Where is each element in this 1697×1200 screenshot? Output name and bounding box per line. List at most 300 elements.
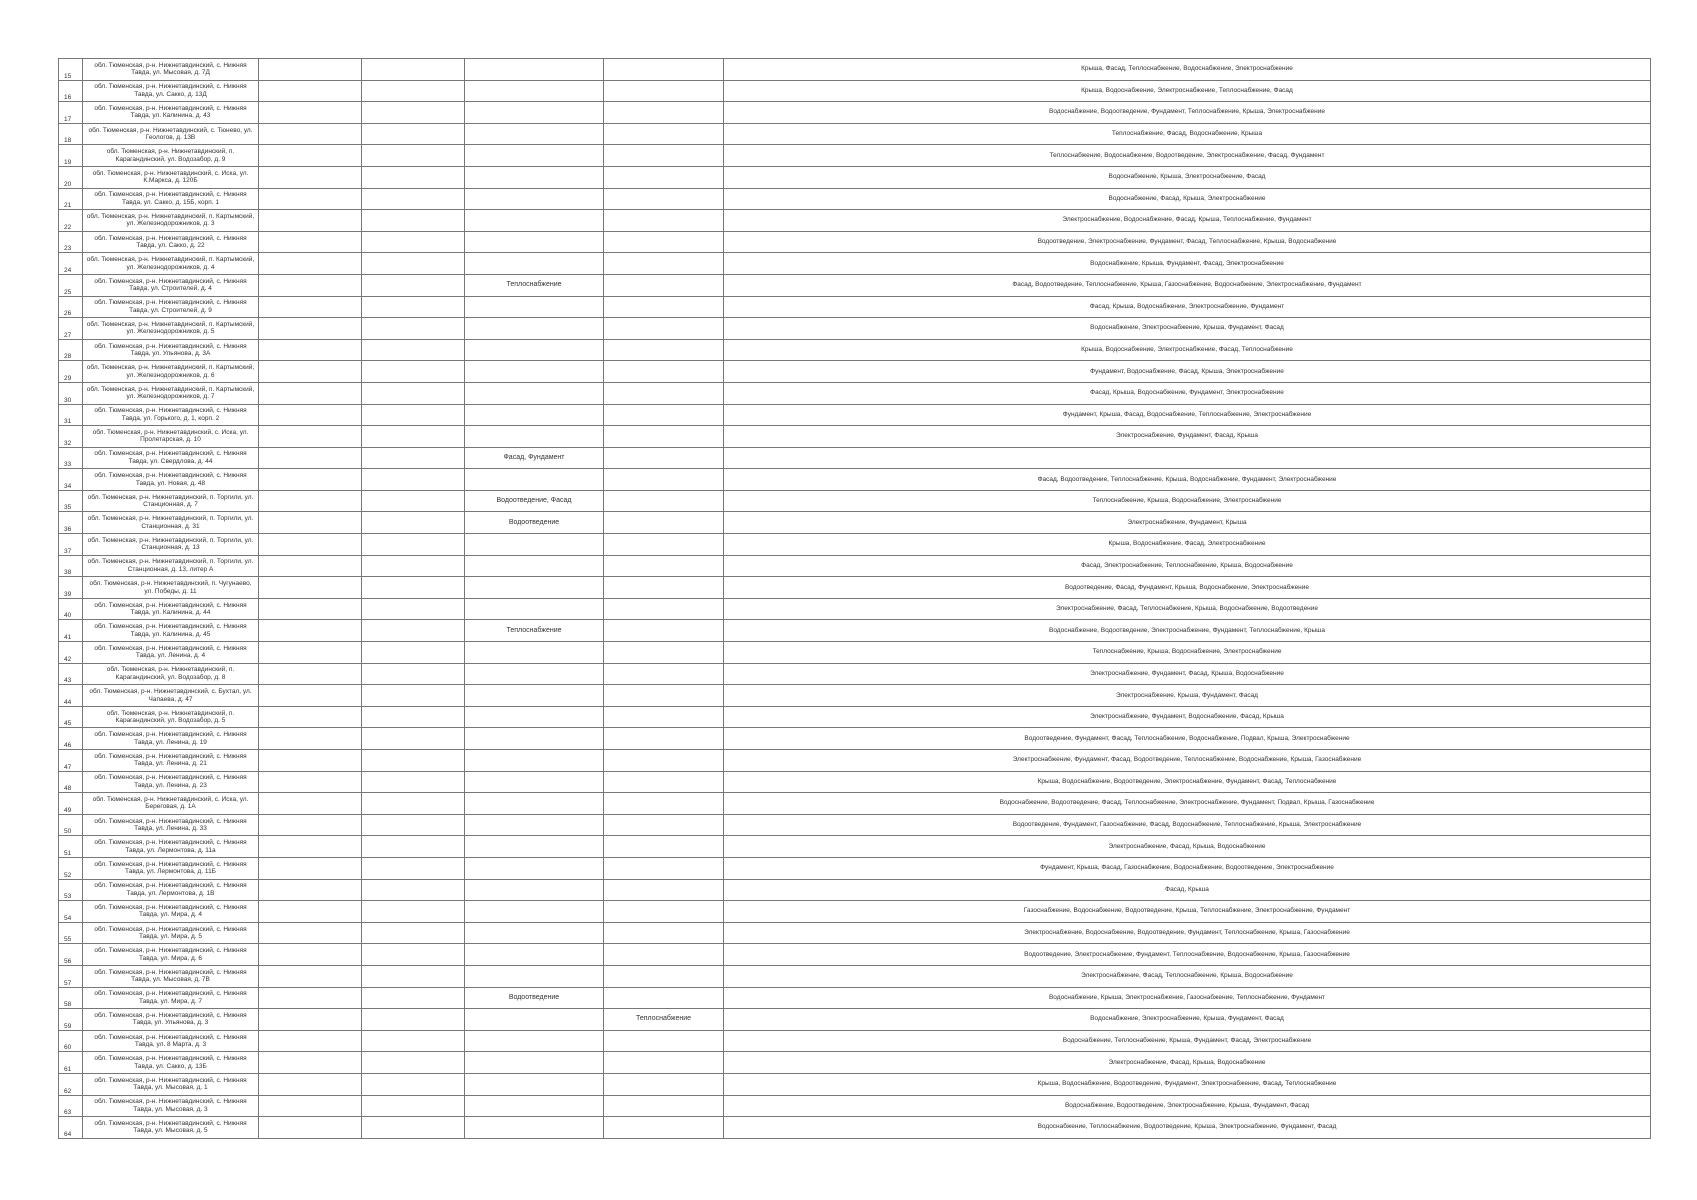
works-column-1-cell — [259, 879, 362, 901]
works-column-4-cell — [604, 598, 724, 620]
address-cell: обл. Тюменская, р-н. Нижнетавдинский, с. Нижняя Тавда, ул. Ленина, д. 21 — [83, 750, 259, 772]
works-column-1-cell — [259, 404, 362, 426]
address-cell: обл. Тюменская, р-н. Нижнетавдинский, п. Картымский, ул. Железнодорожников, д. 4 — [83, 253, 259, 275]
works-column-1-cell — [259, 901, 362, 923]
works-column-2-cell — [362, 728, 465, 750]
works-column-3-cell — [465, 663, 604, 685]
works-column-2-cell — [362, 577, 465, 599]
works-list-cell: Электроснабжение, Фундамент, Крыша — [724, 512, 1651, 534]
works-column-1-cell — [259, 750, 362, 772]
table-body — [59, 59, 1651, 1139]
row-number-cell: 41 — [59, 620, 83, 642]
works-column-1-cell — [259, 210, 362, 232]
address-cell: обл. Тюменская, р-н. Нижнетавдинский, п. Картымский, ул. Железнодорожников, д. 6 — [83, 361, 259, 383]
works-column-4-cell — [604, 490, 724, 512]
row-number-cell: 50 — [59, 814, 83, 836]
works-column-2-cell — [362, 1030, 465, 1052]
works-column-4-cell — [604, 901, 724, 923]
address-cell: обл. Тюменская, р-н. Нижнетавдинский, с. Иска, ул. Пролетарская, д. 10 — [83, 426, 259, 448]
works-column-2-cell — [362, 620, 465, 642]
works-column-1-cell — [259, 706, 362, 728]
works-column-3-cell — [465, 814, 604, 836]
row-number-cell: 43 — [59, 663, 83, 685]
row-number-cell: 28 — [59, 339, 83, 361]
table-row — [59, 750, 1651, 772]
address-cell: обл. Тюменская, р-н. Нижнетавдинский, с. Нижняя Тавда, ул. Строителей, д. 9 — [83, 296, 259, 318]
works-column-4-cell — [604, 728, 724, 750]
row-number-cell: 24 — [59, 253, 83, 275]
row-number-cell: 17 — [59, 102, 83, 124]
works-column-4-cell — [604, 253, 724, 275]
row-number-cell: 38 — [59, 555, 83, 577]
works-column-1-cell — [259, 80, 362, 102]
works-column-2-cell — [362, 814, 465, 836]
works-column-1-cell — [259, 318, 362, 340]
works-column-3-cell — [465, 1095, 604, 1117]
works-column-3-cell — [465, 685, 604, 707]
works-list-cell: Электроснабжение, Крыша, Фундамент, Фасад — [724, 685, 1651, 707]
table-row — [59, 145, 1651, 167]
works-column-3-cell — [465, 642, 604, 664]
works-column-4-cell — [604, 642, 724, 664]
works-column-2-cell — [362, 555, 465, 577]
works-column-3-cell — [465, 577, 604, 599]
works-column-2-cell — [362, 1095, 465, 1117]
address-cell: обл. Тюменская, р-н. Нижнетавдинский, с. Нижняя Тавда, ул. Сакко, д. 22 — [83, 231, 259, 253]
works-list-cell: Водоснабжение, Водоотведение, Электроснабжение, Фундамент, Теплоснабжение, Крыша — [724, 620, 1651, 642]
works-column-4-cell — [604, 145, 724, 167]
works-column-3-cell — [465, 836, 604, 858]
row-number-cell: 55 — [59, 922, 83, 944]
works-column-3-cell — [465, 469, 604, 491]
works-column-3-cell — [465, 1009, 604, 1031]
table-row — [59, 490, 1651, 512]
address-cell: обл. Тюменская, р-н. Нижнетавдинский, с. Нижняя Тавда, ул. Мира, д. 5 — [83, 922, 259, 944]
works-list-cell: Электроснабжение, Фундамент, Фасад, Крыша — [724, 426, 1651, 448]
works-column-3-cell — [465, 102, 604, 124]
table-row — [59, 620, 1651, 642]
works-column-3-cell — [465, 1052, 604, 1074]
works-column-1-cell — [259, 577, 362, 599]
works-column-2-cell — [362, 922, 465, 944]
table-row — [59, 253, 1651, 275]
address-cell: обл. Тюменская, р-н. Нижнетавдинский, с. Нижняя Тавда, ул. Ленина, д. 23 — [83, 771, 259, 793]
works-column-1-cell — [259, 1052, 362, 1074]
works-column-3-cell — [465, 339, 604, 361]
address-cell: обл. Тюменская, р-н. Нижнетавдинский, п. Чугунаево, ул. Победы, д. 11 — [83, 577, 259, 599]
works-list-cell: Теплоснабжение, Фасад, Водоснабжение, Крыша — [724, 123, 1651, 145]
repair-works-table — [58, 58, 1651, 1139]
address-cell: обл. Тюменская, р-н. Нижнетавдинский, с. Нижняя Тавда, ул. Свердлова, д. 44 — [83, 447, 259, 469]
address-cell: обл. Тюменская, р-н. Нижнетавдинский, с. Нижняя Тавда, ул. Мысовая, д. 5 — [83, 1117, 259, 1139]
row-number-cell: 47 — [59, 750, 83, 772]
works-list-cell: Водоснабжение, Фасад, Крыша, Электроснабжение — [724, 188, 1651, 210]
works-column-1-cell — [259, 771, 362, 793]
table-row — [59, 80, 1651, 102]
works-column-2-cell — [362, 253, 465, 275]
works-column-3-cell — [465, 318, 604, 340]
row-number-cell: 57 — [59, 965, 83, 987]
row-number-cell: 62 — [59, 1073, 83, 1095]
works-column-4-cell — [604, 965, 724, 987]
address-cell: обл. Тюменская, р-н. Нижнетавдинский, с. Нижняя Тавда, ул. Ленина, д. 4 — [83, 642, 259, 664]
works-column-2-cell — [362, 404, 465, 426]
works-column-1-cell — [259, 1073, 362, 1095]
table-row — [59, 706, 1651, 728]
address-cell: обл. Тюменская, р-н. Нижнетавдинский, с. Нижняя Тавда, ул. Лермонтова, д. 1В — [83, 879, 259, 901]
works-column-1-cell — [259, 274, 362, 296]
table-row — [59, 512, 1651, 534]
works-column-4-cell — [604, 318, 724, 340]
works-column-2-cell — [362, 965, 465, 987]
table-row — [59, 274, 1651, 296]
table-row — [59, 1030, 1651, 1052]
works-column-3-cell — [465, 361, 604, 383]
works-column-4-cell — [604, 274, 724, 296]
table-row — [59, 642, 1651, 664]
row-number-cell: 27 — [59, 318, 83, 340]
works-list-cell: Фасад, Крыша — [724, 879, 1651, 901]
works-column-2-cell — [362, 59, 465, 81]
works-column-1-cell — [259, 555, 362, 577]
works-list-cell: Газоснабжение, Водоснабжение, Водоотведение, Крыша, Теплоснабжение, Электроснабжение, Фундамент — [724, 901, 1651, 923]
table-row — [59, 555, 1651, 577]
works-column-2-cell — [362, 145, 465, 167]
works-list-cell: Водоотведение, Фундамент, Газоснабжение, Фасад, Водоснабжение, Теплоснабжение, Крыша, Электроснабжение — [724, 814, 1651, 836]
works-list-cell: Водоснабжение, Крыша, Электроснабжение, Фасад — [724, 166, 1651, 188]
works-column-4-cell — [604, 836, 724, 858]
works-column-3-cell — [465, 750, 604, 772]
works-column-3-cell — [465, 598, 604, 620]
works-column-1-cell — [259, 814, 362, 836]
works-column-2-cell — [362, 339, 465, 361]
works-column-4-cell — [604, 1030, 724, 1052]
row-number-cell: 30 — [59, 382, 83, 404]
works-list-cell: Крыша, Водоснабжение, Фасад, Электроснабжение — [724, 534, 1651, 556]
address-cell: обл. Тюменская, р-н. Нижнетавдинский, с. Нижняя Тавда, ул. 8 Марта, д. 3 — [83, 1030, 259, 1052]
works-column-1-cell — [259, 166, 362, 188]
works-list-cell: Водоснабжение, Электроснабжение, Крыша, Фундамент, Фасад — [724, 1009, 1651, 1031]
works-column-3-cell — [465, 210, 604, 232]
row-number-cell: 23 — [59, 231, 83, 253]
address-cell: обл. Тюменская, р-н. Нижнетавдинский, с. Нижняя Тавда, ул. Калинина, д. 43 — [83, 102, 259, 124]
works-column-3-cell — [465, 166, 604, 188]
works-column-4-cell — [604, 231, 724, 253]
works-column-2-cell — [362, 706, 465, 728]
works-list-cell: Водоотведение, Фасад, Фундамент, Крыша, Водоснабжение, Электроснабжение — [724, 577, 1651, 599]
works-column-2-cell — [362, 490, 465, 512]
table-row — [59, 102, 1651, 124]
table-row — [59, 123, 1651, 145]
works-column-4-cell — [604, 879, 724, 901]
works-column-3-cell — [465, 944, 604, 966]
works-column-2-cell — [362, 80, 465, 102]
address-cell: обл. Тюменская, р-н. Нижнетавдинский, с. Нижняя Тавда, ул. Мысовая, д. 7В — [83, 965, 259, 987]
works-column-3-cell — [465, 771, 604, 793]
works-column-1-cell — [259, 857, 362, 879]
works-column-3-cell: Теплоснабжение — [465, 620, 604, 642]
works-column-2-cell — [362, 166, 465, 188]
works-column-2-cell — [362, 382, 465, 404]
table-row — [59, 663, 1651, 685]
works-column-3-cell — [465, 404, 604, 426]
works-list-cell: Водоснабжение, Теплоснабжение, Крыша, Фундамент, Фасад, Электроснабжение — [724, 1030, 1651, 1052]
row-number-cell: 60 — [59, 1030, 83, 1052]
row-number-cell: 42 — [59, 642, 83, 664]
works-column-2-cell — [362, 857, 465, 879]
works-column-1-cell — [259, 944, 362, 966]
address-cell: обл. Тюменская, р-н. Нижнетавдинский, с. Нижняя Тавда, ул. Строителей, д. 4 — [83, 274, 259, 296]
works-column-2-cell — [362, 296, 465, 318]
works-list-cell: Электроснабжение, Водоснабжение, Водоотведение, Фундамент, Теплоснабжение, Крыша, Газоснабжение — [724, 922, 1651, 944]
works-list-cell — [724, 447, 1651, 469]
table-row — [59, 210, 1651, 232]
works-list-cell: Крыша, Водоснабжение, Электроснабжение, Фасад, Теплоснабжение — [724, 339, 1651, 361]
works-list-cell: Водоснабжение, Крыша, Фундамент, Фасад, Электроснабжение — [724, 253, 1651, 275]
address-cell: обл. Тюменская, р-н. Нижнетавдинский, п. Торгили, ул. Станционная, д. 13, литер А — [83, 555, 259, 577]
works-column-4-cell — [604, 123, 724, 145]
works-column-1-cell — [259, 382, 362, 404]
address-cell: обл. Тюменская, р-н. Нижнетавдинский, п. Торгили, ул. Станционная, д. 13 — [83, 534, 259, 556]
table-row — [59, 987, 1651, 1009]
row-number-cell: 54 — [59, 901, 83, 923]
works-list-cell: Фасад, Электроснабжение, Теплоснабжение, Крыша, Водоснабжение — [724, 555, 1651, 577]
works-column-2-cell — [362, 836, 465, 858]
works-column-2-cell — [362, 469, 465, 491]
table-row — [59, 793, 1651, 815]
table-row — [59, 685, 1651, 707]
works-column-3-cell: Водоотведение, Фасад — [465, 490, 604, 512]
works-list-cell: Водоотведение, Электроснабжение, Фундамент, Теплоснабжение, Водоснабжение, Крыша, Газоснабжение — [724, 944, 1651, 966]
row-number-cell: 64 — [59, 1117, 83, 1139]
table-row — [59, 188, 1651, 210]
works-column-2-cell — [362, 426, 465, 448]
works-column-3-cell — [465, 728, 604, 750]
works-column-4-cell — [604, 814, 724, 836]
works-column-1-cell — [259, 145, 362, 167]
address-cell: обл. Тюменская, р-н. Нижнетавдинский, с. Нижняя Тавда, ул. Лермонтова, д. 11а — [83, 836, 259, 858]
works-list-cell: Электроснабжение, Фасад, Теплоснабжение, Крыша, Водоснабжение — [724, 965, 1651, 987]
address-cell: обл. Тюменская, р-н. Нижнетавдинский, п. Картымский, ул. Железнодорожников, д. 7 — [83, 382, 259, 404]
table-row — [59, 534, 1651, 556]
row-number-cell: 59 — [59, 1009, 83, 1031]
works-column-3-cell — [465, 965, 604, 987]
works-column-4-cell — [604, 620, 724, 642]
address-cell: обл. Тюменская, р-н. Нижнетавдинский, с. Нижняя Тавда, ул. Лермонтова, д. 11Б — [83, 857, 259, 879]
table-row — [59, 426, 1651, 448]
works-column-2-cell — [362, 123, 465, 145]
works-column-4-cell — [604, 166, 724, 188]
table-row — [59, 901, 1651, 923]
works-column-2-cell — [362, 1117, 465, 1139]
works-column-1-cell — [259, 123, 362, 145]
works-column-1-cell — [259, 1009, 362, 1031]
works-column-4-cell — [604, 361, 724, 383]
works-column-2-cell — [362, 102, 465, 124]
works-list-cell: Водоснабжение, Водоотведение, Фасад, Теплоснабжение, Электроснабжение, Фундамент, Подвал, Крыша, Газоснабжение — [724, 793, 1651, 815]
works-column-2-cell — [362, 944, 465, 966]
table-row — [59, 231, 1651, 253]
works-column-3-cell — [465, 901, 604, 923]
works-column-4-cell — [604, 771, 724, 793]
address-cell: обл. Тюменская, р-н. Нижнетавдинский, п. Торгили, ул. Станционная, д. 7 — [83, 490, 259, 512]
address-cell: обл. Тюменская, р-н. Нижнетавдинский, п. Картымский, ул. Железнодорожников, д. 5 — [83, 318, 259, 340]
works-column-4-cell — [604, 469, 724, 491]
works-column-2-cell — [362, 901, 465, 923]
works-column-3-cell — [465, 922, 604, 944]
works-column-2-cell — [362, 274, 465, 296]
row-number-cell: 36 — [59, 512, 83, 534]
works-column-2-cell — [362, 598, 465, 620]
works-list-cell: Фасад, Водоотведение, Теплоснабжение, Крыша, Газоснабжение, Водоснабжение, Электроснабжение, Фундамент — [724, 274, 1651, 296]
row-number-cell: 32 — [59, 426, 83, 448]
address-cell: обл. Тюменская, р-н. Нижнетавдинский, п. Карагандинский, ул. Водозабор, д. 8 — [83, 663, 259, 685]
row-number-cell: 19 — [59, 145, 83, 167]
works-column-1-cell — [259, 836, 362, 858]
address-cell: обл. Тюменская, р-н. Нижнетавдинский, с. Нижняя Тавда, ул. Сакко, д. 15Б, корп. 1 — [83, 188, 259, 210]
works-column-2-cell — [362, 188, 465, 210]
works-column-1-cell — [259, 685, 362, 707]
works-column-1-cell — [259, 296, 362, 318]
row-number-cell: 39 — [59, 577, 83, 599]
works-column-1-cell — [259, 663, 362, 685]
works-column-4-cell — [604, 296, 724, 318]
address-cell: обл. Тюменская, р-н. Нижнетавдинский, с. Нижняя Тавда, ул. Новая, д. 48 — [83, 469, 259, 491]
address-cell: обл. Тюменская, р-н. Нижнетавдинский, с. Нижняя Тавда, ул. Ульянова, д. 3 — [83, 1009, 259, 1031]
table-row — [59, 944, 1651, 966]
works-list-cell: Крыша, Фасад, Теплоснабжение, Водоснабжение, Электроснабжение — [724, 59, 1651, 81]
works-column-4-cell — [604, 987, 724, 1009]
works-column-2-cell — [362, 987, 465, 1009]
works-column-3-cell — [465, 253, 604, 275]
row-number-cell: 37 — [59, 534, 83, 556]
row-number-cell: 63 — [59, 1095, 83, 1117]
works-column-4-cell — [604, 534, 724, 556]
row-number-cell: 48 — [59, 771, 83, 793]
row-number-cell: 20 — [59, 166, 83, 188]
works-column-3-cell — [465, 1117, 604, 1139]
works-column-1-cell — [259, 469, 362, 491]
table-row — [59, 318, 1651, 340]
table-row — [59, 814, 1651, 836]
works-column-3-cell: Водоотведение — [465, 987, 604, 1009]
works-column-2-cell — [362, 534, 465, 556]
works-list-cell: Фасад, Крыша, Водоснабжение, Электроснабжение, Фундамент — [724, 296, 1651, 318]
table-row — [59, 1009, 1651, 1031]
address-cell: обл. Тюменская, р-н. Нижнетавдинский, с. Нижняя Тавда, ул. Мысовая, д. 7Д — [83, 59, 259, 81]
works-list-cell: Теплоснабжение, Водоснабжение, Водоотведение, Электроснабжение, Фасад, Фундамент — [724, 145, 1651, 167]
works-column-1-cell — [259, 728, 362, 750]
works-column-4-cell — [604, 210, 724, 232]
table-row — [59, 836, 1651, 858]
works-column-4-cell — [604, 1073, 724, 1095]
table-row — [59, 469, 1651, 491]
works-list-cell: Фундамент, Крыша, Фасад, Газоснабжение, Водоснабжение, Водоотведение, Электроснабжение — [724, 857, 1651, 879]
works-column-2-cell — [362, 512, 465, 534]
works-column-1-cell — [259, 1117, 362, 1139]
works-column-1-cell — [259, 987, 362, 1009]
works-list-cell: Электроснабжение, Фундамент, Фасад, Крыша, Водоснабжение — [724, 663, 1651, 685]
table-row — [59, 59, 1651, 81]
address-cell: обл. Тюменская, р-н. Нижнетавдинский, с. Тюнево, ул. Геологов, д. 13В — [83, 123, 259, 145]
works-column-4-cell — [604, 404, 724, 426]
works-column-4-cell — [604, 1052, 724, 1074]
address-cell: обл. Тюменская, р-н. Нижнетавдинский, с. Нижняя Тавда, ул. Мысовая, д. 1 — [83, 1073, 259, 1095]
works-column-3-cell — [465, 123, 604, 145]
row-number-cell: 49 — [59, 793, 83, 815]
works-list-cell: Водоснабжение, Крыша, Электроснабжение, Газоснабжение, Теплоснабжение, Фундамент — [724, 987, 1651, 1009]
works-list-cell: Водоснабжение, Водоотведение, Фундамент, Теплоснабжение, Крыша, Электроснабжение — [724, 102, 1651, 124]
works-column-1-cell — [259, 339, 362, 361]
row-number-cell: 52 — [59, 857, 83, 879]
works-column-4-cell — [604, 750, 724, 772]
row-number-cell: 22 — [59, 210, 83, 232]
table-row — [59, 879, 1651, 901]
address-cell: обл. Тюменская, р-н. Нижнетавдинский, с. Нижняя Тавда, ул. Ленина, д. 19 — [83, 728, 259, 750]
address-cell: обл. Тюменская, р-н. Нижнетавдинский, с. Нижняя Тавда, ул. Горького, д. 1, корп. 2 — [83, 404, 259, 426]
works-column-4-cell — [604, 512, 724, 534]
row-number-cell: 26 — [59, 296, 83, 318]
works-list-cell: Электроснабжение, Фундамент, Водоснабжение, Фасад, Крыша — [724, 706, 1651, 728]
works-column-4-cell — [604, 555, 724, 577]
works-list-cell: Электроснабжение, Водоснабжение, Фасад, Крыша, Теплоснабжение, Фундамент — [724, 210, 1651, 232]
table-row — [59, 404, 1651, 426]
row-number-cell: 34 — [59, 469, 83, 491]
works-column-4-cell — [604, 857, 724, 879]
row-number-cell: 40 — [59, 598, 83, 620]
row-number-cell: 29 — [59, 361, 83, 383]
address-cell: обл. Тюменская, р-н. Нижнетавдинский, с. Нижняя Тавда, ул. Мира, д. 4 — [83, 901, 259, 923]
table-row — [59, 728, 1651, 750]
row-number-cell: 33 — [59, 447, 83, 469]
table-row — [59, 1073, 1651, 1095]
works-column-1-cell — [259, 512, 362, 534]
works-column-3-cell: Теплоснабжение — [465, 274, 604, 296]
works-column-2-cell — [362, 771, 465, 793]
works-column-3-cell — [465, 231, 604, 253]
table-row — [59, 922, 1651, 944]
works-column-4-cell — [604, 922, 724, 944]
works-list-cell: Фасад, Водоотведение, Теплоснабжение, Крыша, Водоснабжение, Фундамент, Электроснабжение — [724, 469, 1651, 491]
works-column-2-cell — [362, 447, 465, 469]
table-row — [59, 598, 1651, 620]
address-cell: обл. Тюменская, р-н. Нижнетавдинский, п. Картымский, ул. Железнодорожников, д. 3 — [83, 210, 259, 232]
table-row — [59, 577, 1651, 599]
row-number-cell: 25 — [59, 274, 83, 296]
works-column-3-cell: Фасад, Фундамент — [465, 447, 604, 469]
works-column-4-cell — [604, 447, 724, 469]
address-cell: обл. Тюменская, р-н. Нижнетавдинский, с. Нижняя Тавда, ул. Сакко, д. 13Б — [83, 1052, 259, 1074]
works-column-3-cell: Водоотведение — [465, 512, 604, 534]
works-column-2-cell — [362, 361, 465, 383]
table-row — [59, 447, 1651, 469]
works-column-1-cell — [259, 253, 362, 275]
works-column-1-cell — [259, 793, 362, 815]
row-number-cell: 18 — [59, 123, 83, 145]
row-number-cell: 45 — [59, 706, 83, 728]
works-column-3-cell — [465, 426, 604, 448]
works-list-cell: Электроснабжение, Фасад, Крыша, Водоснабжение — [724, 836, 1651, 858]
works-column-3-cell — [465, 555, 604, 577]
works-column-4-cell — [604, 339, 724, 361]
works-column-4-cell — [604, 59, 724, 81]
address-cell: обл. Тюменская, р-н. Нижнетавдинский, с. Нижняя Тавда, ул. Калинина, д. 45 — [83, 620, 259, 642]
works-column-2-cell — [362, 685, 465, 707]
address-cell: обл. Тюменская, р-н. Нижнетавдинский, с. Нижняя Тавда, ул. Сакко, д. 13Д — [83, 80, 259, 102]
works-column-4-cell: Теплоснабжение — [604, 1009, 724, 1031]
works-column-2-cell — [362, 663, 465, 685]
address-cell: обл. Тюменская, р-н. Нижнетавдинский, п. Карагандинский, ул. Водозабор, д. 5 — [83, 706, 259, 728]
